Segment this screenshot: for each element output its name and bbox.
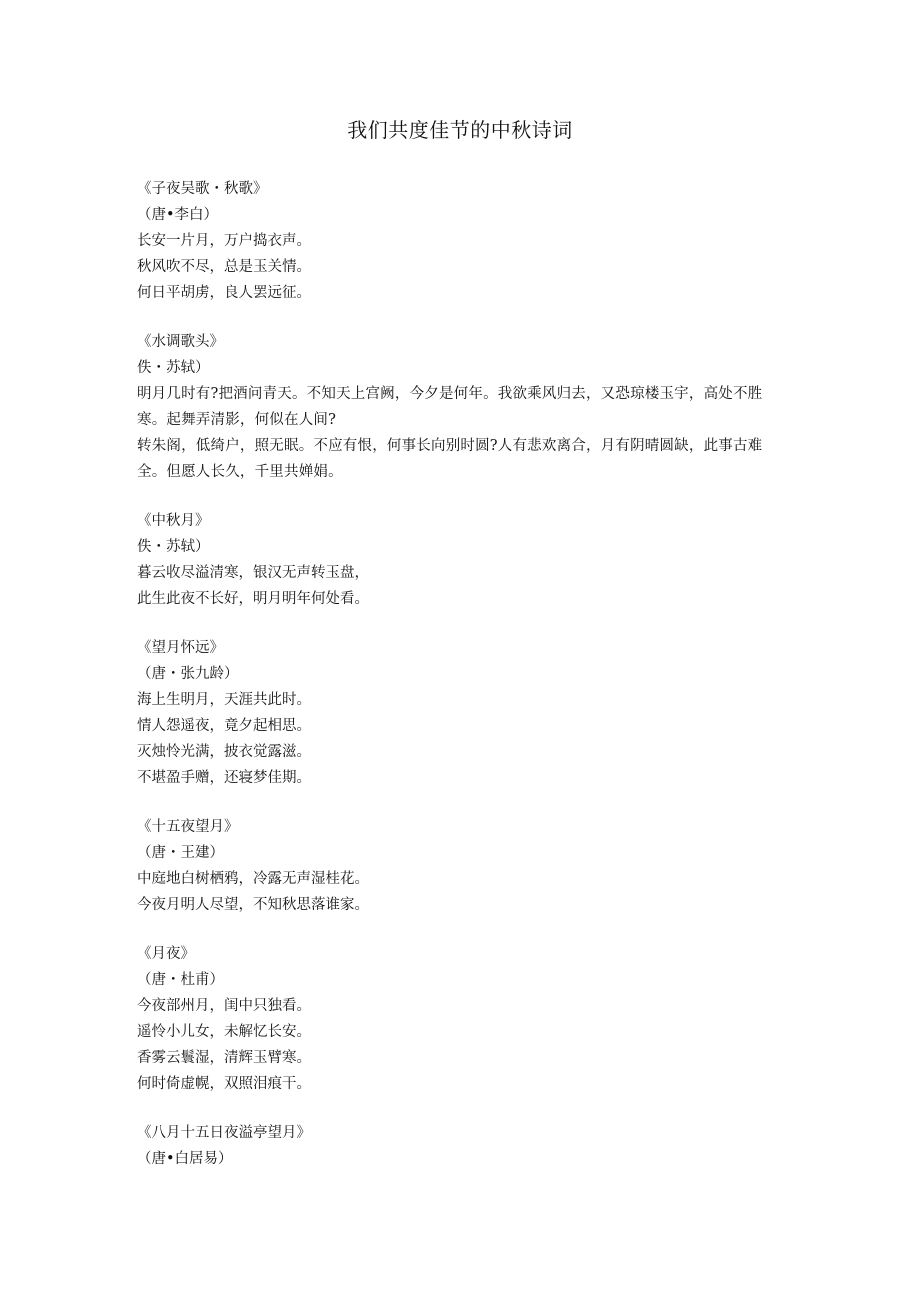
poem	[137, 329, 787, 485]
poem-line: 不堪盈手赠，还寝梦佳期。	[137, 770, 311, 786]
poem-line: 秋风吹不尽，总是玉关情。	[137, 259, 311, 275]
poem	[137, 635, 787, 791]
poem	[137, 941, 787, 1097]
poem	[137, 508, 787, 612]
poem-paragraph: 转朱阁，低绮户，照无眠。不应有恨，何事长向别时圆?人有悲欢离合，月有阴晴圆缺，此事古难全。但愿人长久，千里共婵娟。	[137, 438, 763, 480]
poem-author: （唐•李白）	[137, 207, 219, 223]
poem-title: 《子夜吴歌・秋歌》	[137, 181, 268, 197]
poem-author: （唐・张九龄）	[137, 666, 239, 682]
poem-line: 海上生明月，天涯共此时。	[137, 692, 311, 708]
poem-line: 何时倚虚幌，双照泪痕干。	[137, 1076, 311, 1092]
poem-line: 情人怨遥夜，竟夕起相思。	[137, 718, 311, 734]
poem-author: 佚・苏轼）	[137, 360, 210, 376]
poem-paragraph: 明月几时有?把酒问青天。不知天上宫阙，今夕是何年。我欲乘风归去，又恐琼楼玉宇，高处不胜寒。起舞弄清影，何似在人间?	[137, 386, 763, 428]
poem-title: 《中秋月》	[137, 513, 210, 529]
poem-title: 《八月十五日夜溢亭望月》	[137, 1125, 311, 1141]
poem-author: （唐・王建）	[137, 845, 224, 861]
poem-line: 灭烛怜光满，披衣觉露滋。	[137, 744, 311, 760]
poem-line: 暮云收尽溢清寒，银汉无声转玉盘，	[137, 565, 369, 581]
poem-title: 《水调歌头》	[137, 334, 224, 350]
poem-line: 遥怜小儿女，未解忆长安。	[137, 1024, 311, 1040]
poem	[137, 176, 787, 306]
poem-line: 长安一片月，万户捣衣声。	[137, 233, 311, 249]
document-title: 我们共度佳节的中秋诗词	[347, 118, 573, 142]
poem-line: 今夜月明人尽望，不知秋思落谁家。	[137, 897, 369, 913]
poem-line: 何日平胡虏，良人罢远征。	[137, 285, 311, 301]
poem	[137, 1120, 787, 1172]
poem-line: 中庭地白树栖鸦，冷露无声湿桂花。	[137, 871, 369, 887]
document-body	[137, 176, 787, 1195]
poem-title: 《望月怀远》	[137, 640, 224, 656]
poem-author: （唐・杜甫）	[137, 972, 224, 988]
poem-title: 《月夜》	[137, 946, 195, 962]
poem-line: 此生此夜不长好，明月明年何处看。	[137, 591, 369, 607]
poem	[137, 814, 787, 918]
poem-line: 今夜部州月，闺中只独看。	[137, 998, 311, 1014]
poem-title: 《十五夜望月》	[137, 819, 239, 835]
poem-author: （唐•白居易）	[137, 1151, 233, 1167]
poem-line: 香雾云鬟湿，清辉玉臂寒。	[137, 1050, 311, 1066]
poem-author: 佚・苏轼）	[137, 539, 210, 555]
